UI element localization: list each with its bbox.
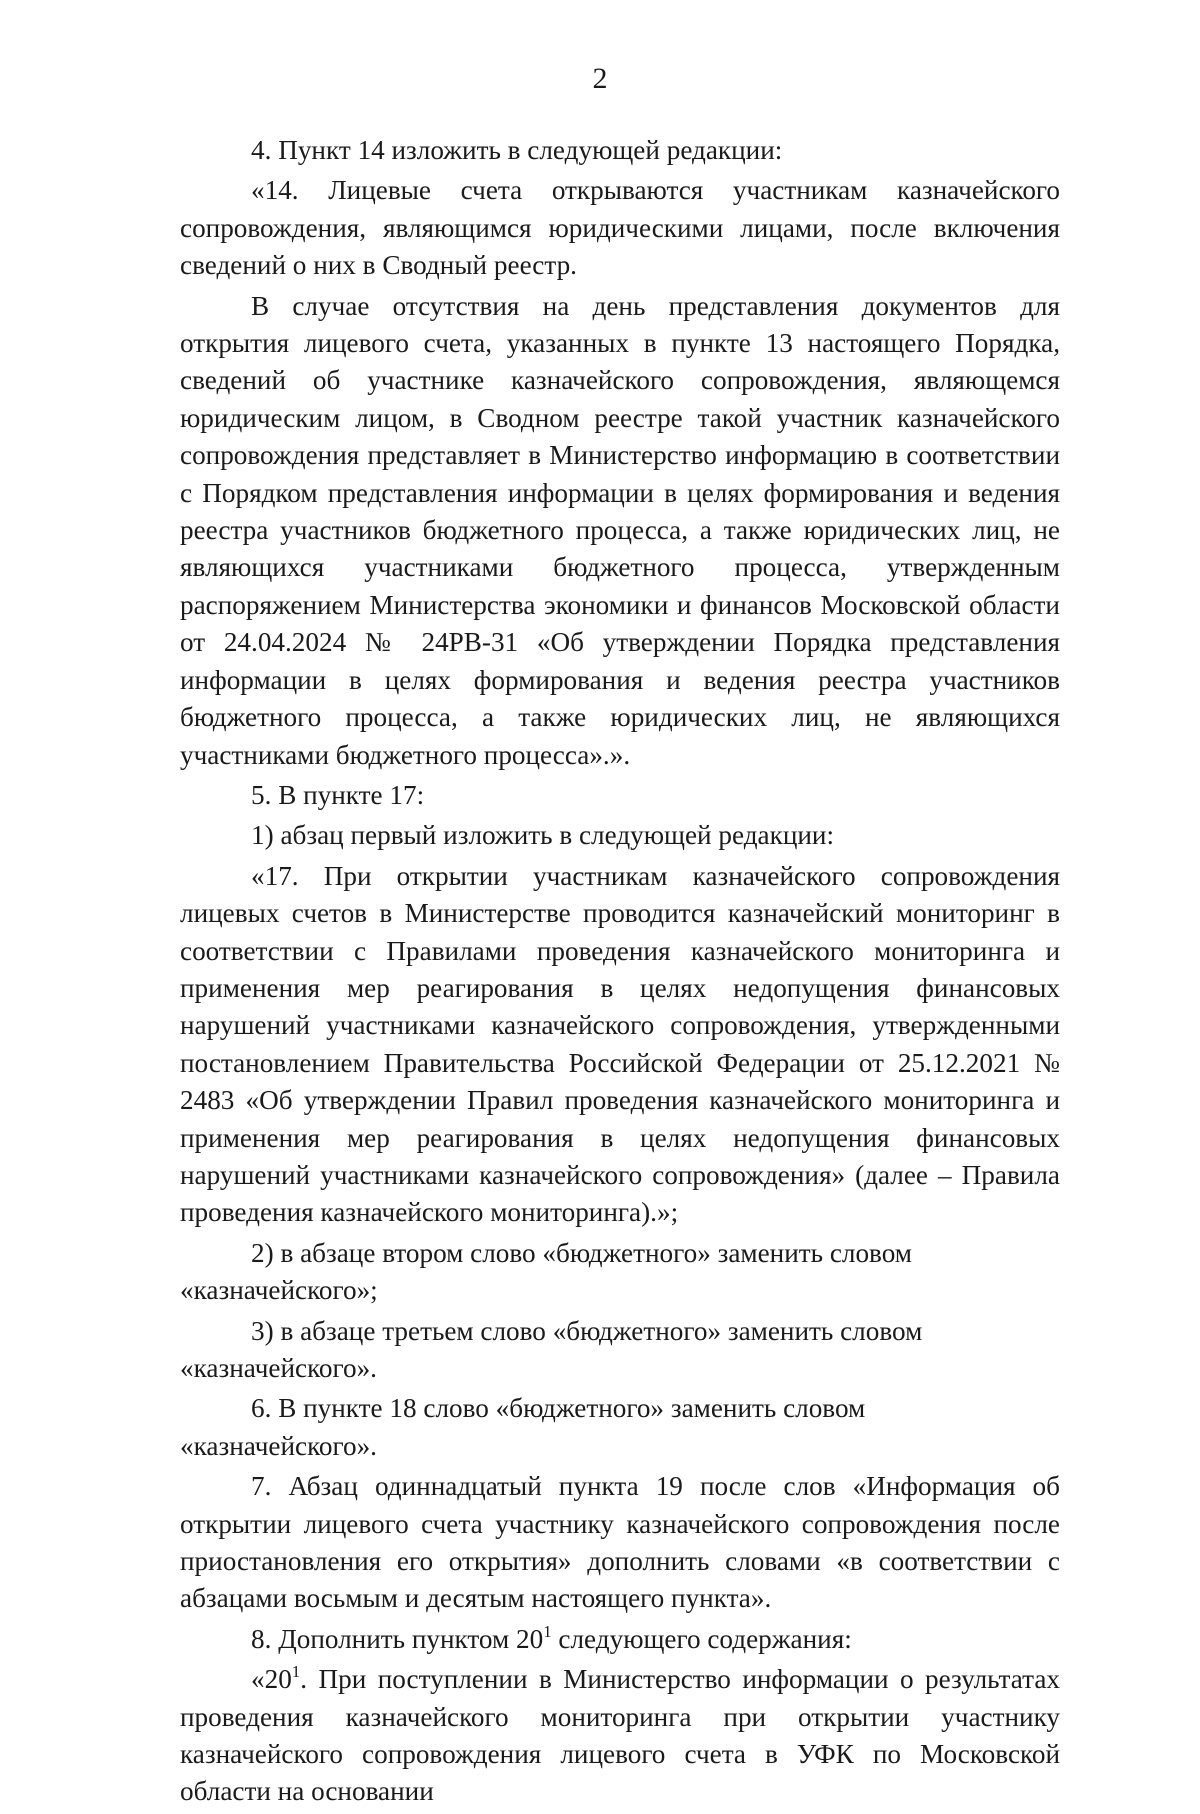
paragraph-point-20-1: [180, 1661, 1060, 1811]
paragraph-sub-2: 2) в абзаце втором слово «бюджетного» заменить словом «казначейского»;: [180, 1237, 912, 1306]
paragraph-item-7: 7. Абзац одиннадцатый пункта 19 после слов «Информация об открытии лицевого счета участнику казначейского сопровождения после приостановления его открытия» дополнить словами «в соответствии с абзацами восьмым и десятым настоящего пункта».: [180, 1471, 1060, 1614]
paragraph-item-5: 5. В пункте 17:: [251, 779, 425, 810]
paragraph-point-20-1-text-after: . При поступлении в Министерство информации о результатах проведения казначейского мониторинга при открытии участнику казначейского сопровождения лицевого счета в УФК по Московской области на основании: [180, 1664, 1060, 1807]
paragraph-sub-1: 1) абзац первый изложить в следующей редакции:: [251, 820, 835, 851]
document-body: [180, 132, 1060, 1814]
paragraph-absence-case: В случае отсутствия на день представления документов для открытия лицевого счета, указанных в пункте 13 настоящего Порядка, сведений об участнике казначейского сопровождения, являющемся юридическим лицом, в Сводном реестре такой участник казначейского сопровождения представляет в Министерство информацию в соответствии с Порядком представления информации в целях формирования и ведения реестра участников бюджетного процесса, а также юридических лиц, не являющихся участниками бюджетного процесса, утвержденным распоряжением Министерства экономики и финансов Московской области от 24.04.2024 № 24РВ-31 «Об утверждении Порядка представления информации в целях формирования и ведения реестра участников бюджетного процесса, а также юридических лиц, не являющихся участниками бюджетного процесса».».: [180, 290, 1060, 770]
paragraph-item-8-text-before: 8. Дополнить пунктом 20: [251, 1623, 544, 1654]
paragraph-point-14: «14. Лицевые счета открываются участникам казначейского сопровождения, являющимся юридическими лицами, после включения сведений о них в Сводный реестр.: [180, 175, 1060, 281]
paragraph-item-4: 4. Пункт 14 изложить в следующей редакции:: [251, 135, 783, 165]
paragraph-item-8-text-after: следующего содержания:: [551, 1623, 852, 1654]
page-number: 2: [592, 62, 608, 95]
paragraph-item-8: [180, 1621, 1060, 1658]
paragraph-sub-3: 3) в абзаце третьем слово «бюджетного» заменить словом «казначейского».: [180, 1315, 923, 1383]
paragraph-point-20-1-text-before: «20: [251, 1664, 292, 1695]
superscript-index: 1: [291, 1662, 301, 1682]
paragraph-point-17: «17. При открытии участникам казначейского сопровождения лицевых счетов в Министерстве проводится казначейский мониторинг в соответствии с Правилами проведения казначейского мониторинга и применения мер реагирования в целях недопущения финансовых нарушений участниками казначейского сопровождения, утвержденными постановлением Правительства Российской Федерации от 25.12.2021 № 2483 «Об утверждении Правил проведения казначейского мониторинга и применения мер реагирования в целях недопущения финансовых нарушений участниками казначейского сопровождения» (далее – Правила проведения казначейского мониторинга).»;: [180, 860, 1060, 1228]
superscript-index: 1: [543, 1621, 552, 1641]
paragraph-item-6: 6. В пункте 18 слово «бюджетного» заменить словом «казначейского».: [180, 1393, 866, 1461]
